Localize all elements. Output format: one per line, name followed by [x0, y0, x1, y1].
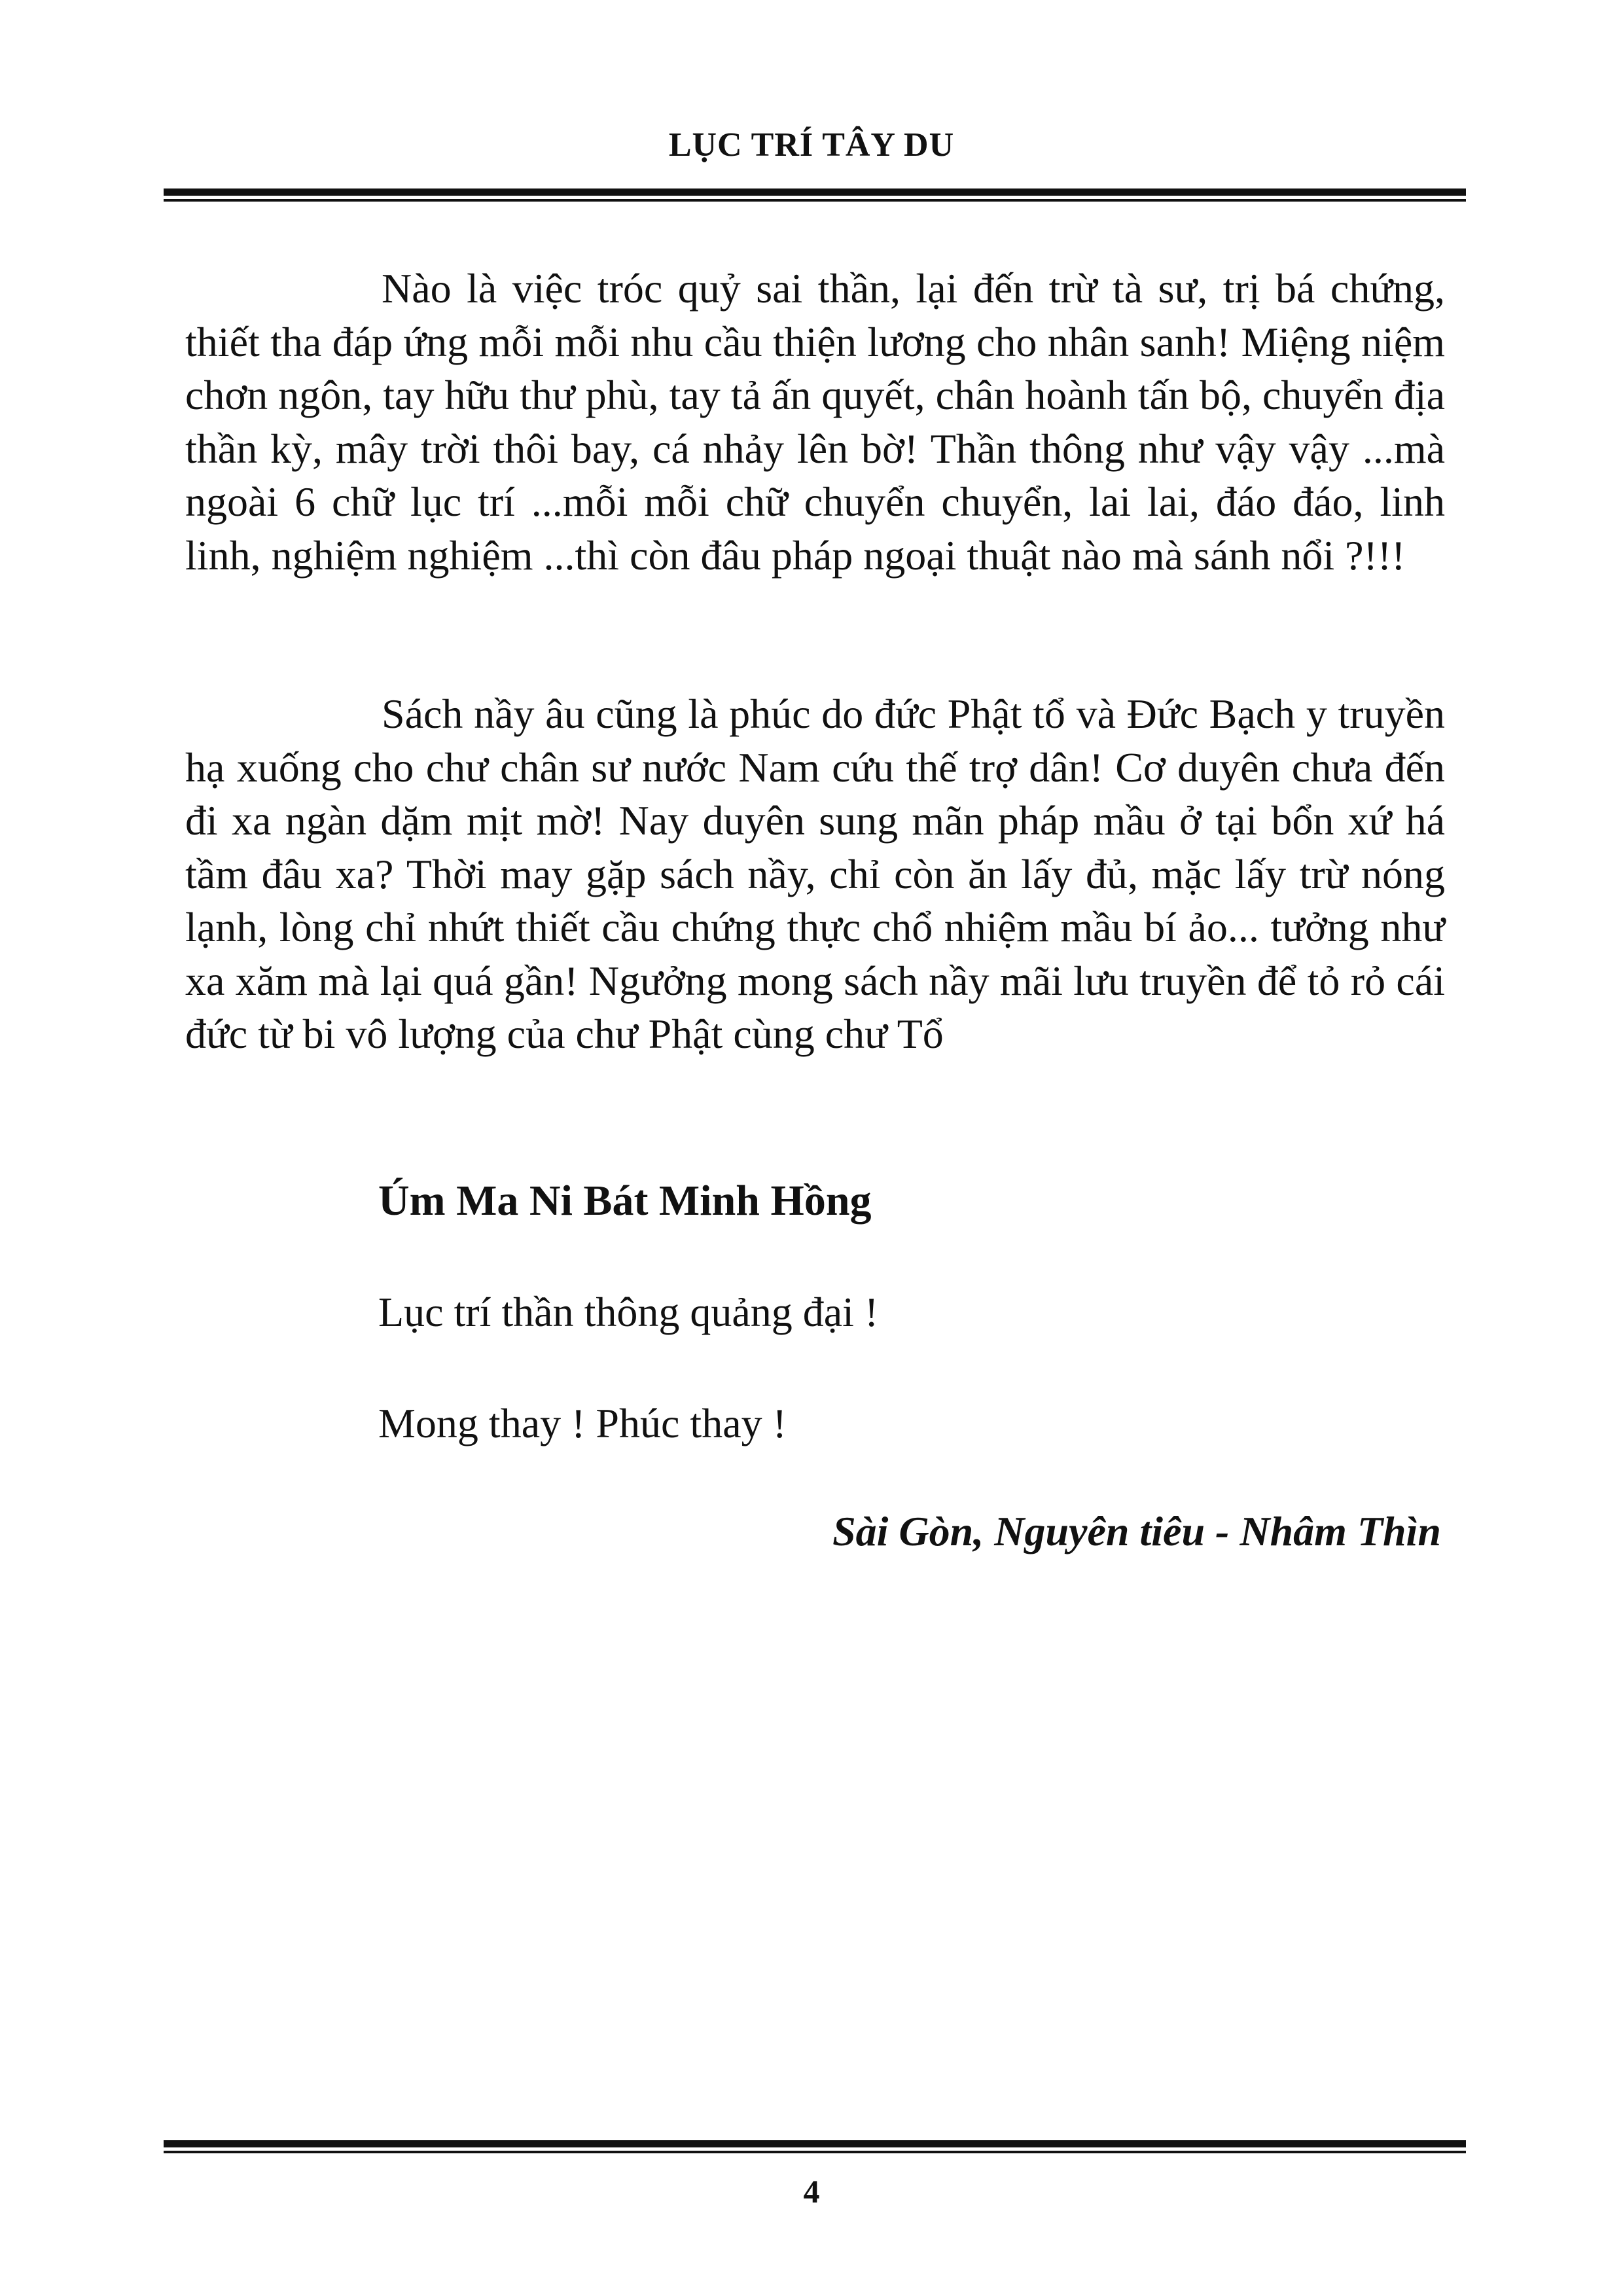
footer-divider-thick-line [164, 2140, 1466, 2147]
running-header-title: LỤC TRÍ TÂY DU [668, 126, 955, 164]
verse-line-2: Mong thay ! Phúc thay ! [378, 1400, 787, 1446]
verse-line-1: Lục trí thần thông quảng đại ! [378, 1289, 879, 1335]
body-paragraph-2: Sách nầy âu cũng là phúc do đức Phật tổ và Đức Bạch y truyền hạ xuống cho chư chân sư nước Nam cứu thế trợ dân! Cơ duyên chưa đến đi xa ngàn dặm mịt mờ! Nay duyên sung mãn pháp mầu ở tại bổn xứ há tầm đâu xa? Thời may gặp sách nầy, chỉ còn ăn lấy đủ, mặc lấy trừ nóng lạnh, lòng chỉ nhứt thiết cầu chứng thực chổ nhiệm mầu bí ảo... tưởng như xa xăm mà lại quá gần! Ngưởng mong sách nầy mãi lưu truyền để tỏ rỏ cái đức từ bi vô lượng của chư Phật cùng chư Tổ [185, 691, 1445, 1057]
header-divider-thick-line [164, 188, 1466, 196]
page-number: 4 [803, 2173, 820, 2210]
signature-dateline: Sài Gòn, Nguyên tiêu - Nhâm Thìn [832, 1508, 1441, 1554]
footer-divider-thin-line [164, 2151, 1466, 2153]
mantra-line: Úm Ma Ni Bát Minh Hồng [378, 1177, 872, 1225]
header-divider-thin-line [164, 199, 1466, 202]
body-paragraph-1: Nào là việc tróc quỷ sai thần, lại đến trừ tà sư, trị bá chứng, thiết tha đáp ứng mỗi mỗi nhu cầu thiện lương cho nhân sanh! Miệng niệm chơn ngôn, tay hữu thư phù, tay tả ấn quyết, chân hoành tấn bộ, chuyển địa thần kỳ, mây trời thôi bay, cá nhảy lên bờ! Thần thông như vậy vậy ...mà ngoài 6 chữ lục trí ...mỗi mỗi chữ chuyển chuyển, lai lai, đáo đáo, linh linh, nghiệm nghiệm ...thì còn đâu pháp ngoại thuật nào mà sánh nổi ?!!! [185, 265, 1445, 579]
footer-divider [164, 2140, 1466, 2153]
header-divider [164, 188, 1466, 202]
